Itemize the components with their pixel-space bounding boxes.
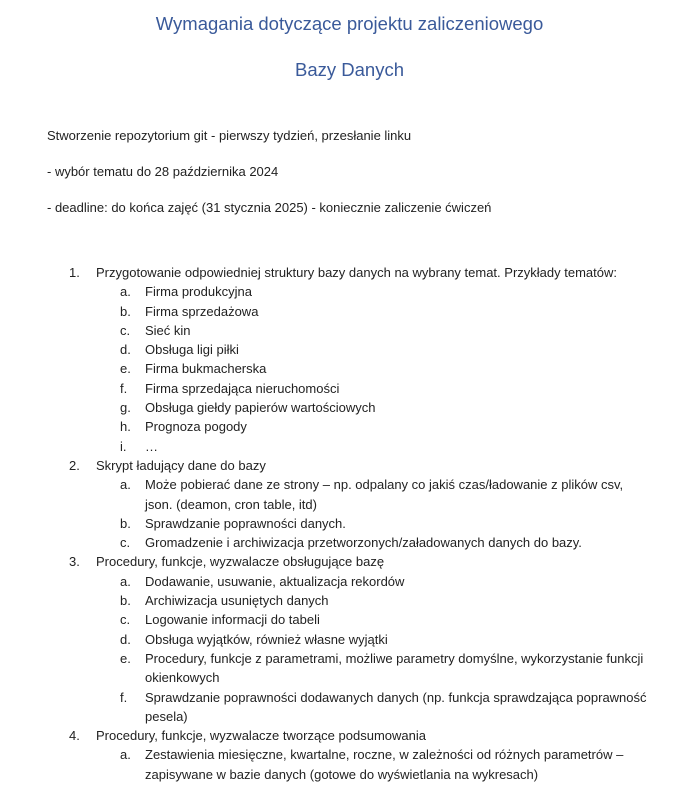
sub-item-letter: c. <box>120 322 131 338</box>
sub-item-text: Logowanie informacji do tabeli <box>145 612 320 628</box>
sub-list-item <box>0 398 699 417</box>
sub-item-text: Obsługa wyjątków, również własne wyjątki <box>145 631 388 647</box>
sub-item-text: Archiwizacja usuniętych danych <box>145 593 329 609</box>
sub-item-letter: b. <box>120 303 131 319</box>
sub-item-letter: e. <box>120 361 131 377</box>
sub-list-item <box>0 572 699 591</box>
sub-item-letter: b. <box>120 593 131 609</box>
sub-list-item <box>0 630 699 649</box>
sub-item-letter: i. <box>120 438 127 454</box>
sub-list-item <box>0 514 699 533</box>
sub-list-item <box>0 649 699 688</box>
requirements-list <box>0 263 699 784</box>
sub-list-item <box>0 282 699 301</box>
sub-item-letter: a. <box>120 477 131 493</box>
list-item-text: Procedury, funkcje, wyzwalacze obsługujące bazę <box>96 554 385 570</box>
sub-list-item <box>0 745 699 784</box>
list-item-text: Skrypt ładujący dane do bazy <box>96 457 266 473</box>
sub-item-text: … <box>145 438 158 454</box>
sub-item-letter: a. <box>120 573 131 589</box>
list-item-number: 1. <box>69 265 80 280</box>
list-item-text: Przygotowanie odpowiedniej struktury bazy danych na wybrany temat. Przykłady tematów: <box>96 265 617 280</box>
sub-item-text: Firma produkcyjna <box>145 284 252 300</box>
sub-item-letter: a. <box>120 284 131 300</box>
intro-paragraph: Stworzenie repozytorium git - pierwszy tydzień, przesłanie linku <box>47 128 412 143</box>
list-item-number: 3. <box>69 554 80 570</box>
sub-item-letter: e. <box>120 650 131 666</box>
sub-item-letter: b. <box>120 515 131 531</box>
sub-list-item <box>0 437 699 456</box>
list-item <box>0 456 699 475</box>
sub-item-text: Firma sprzedająca nieruchomości <box>145 380 340 396</box>
sub-list-item <box>0 302 699 321</box>
sub-item-letter: a. <box>120 747 131 763</box>
sub-item-text: Firma bukmacherska <box>145 361 267 377</box>
document-subtitle: Bazy Danych <box>295 59 404 80</box>
sub-item-letter: d. <box>120 631 131 647</box>
sub-item-text: Sprawdzanie poprawności danych. <box>145 515 346 531</box>
sub-item-letter: f. <box>120 689 128 705</box>
sub-item-text: Obsługa ligi piłki <box>145 342 239 358</box>
intro-paragraph: - wybór tematu do 28 października 2024 <box>47 164 279 179</box>
sub-item-text: Sprawdzanie poprawności dodawanych danych (np. funkcja sprawdzająca poprawność pesela) <box>145 689 647 724</box>
sub-item-text: Dodawanie, usuwanie, aktualizacja rekordów <box>145 573 405 589</box>
sub-list-item <box>0 321 699 340</box>
sub-list-item <box>0 533 699 552</box>
sub-item-letter: h. <box>120 419 131 435</box>
list-item <box>0 263 699 282</box>
document-title: Wymagania dotyczące projektu zaliczeniowego <box>155 13 544 34</box>
list-item-text: Procedury, funkcje, wyzwalacze tworzące podsumowania <box>96 728 426 744</box>
sub-list-item <box>0 417 699 436</box>
sub-list-item <box>0 359 699 378</box>
list-item <box>0 552 699 571</box>
sub-item-letter: g. <box>120 400 131 416</box>
sub-item-letter: f. <box>120 380 128 396</box>
sub-list-item <box>0 688 699 727</box>
sub-item-text: Procedury, funkcje z parametrami, możliwe parametry domyślne, wykorzystanie funkcji okienkowych <box>145 650 644 686</box>
sub-item-text: Prognoza pogody <box>145 419 247 435</box>
sub-item-text: Sieć kin <box>145 322 191 338</box>
sub-list-item <box>0 340 699 359</box>
sub-item-text: Firma sprzedażowa <box>145 303 259 319</box>
sub-item-letter: c. <box>120 535 131 551</box>
sub-item-letter: c. <box>120 612 131 628</box>
list-item-number: 4. <box>69 728 80 744</box>
list-item-number: 2. <box>69 457 80 473</box>
sub-item-text: Gromadzenie i archiwizacja przetworzonych/załadowanych danych do bazy. <box>145 535 582 551</box>
list-item <box>0 726 699 745</box>
sub-item-text: Obsługa giełdy papierów wartościowych <box>145 400 376 416</box>
sub-list-item <box>0 591 699 610</box>
intro-paragraph: - deadline: do końca zajęć (31 stycznia 2025) - koniecznie zaliczenie ćwiczeń <box>47 200 492 215</box>
sub-list-item <box>0 475 699 514</box>
sub-item-text: Zestawienia miesięczne, kwartalne, roczne, w zależności od różnych parametrów – zapisywane w bazie danych (gotowe do wyświetlania na wykresach) <box>145 747 624 782</box>
sub-item-text: Może pobierać dane ze strony – np. odpalany co jakiś czas/ładowanie z plików csv, json. (deamon, cron table, itd) <box>145 477 624 512</box>
sub-item-letter: d. <box>120 342 131 358</box>
sub-list-item <box>0 610 699 629</box>
sub-list-item <box>0 379 699 398</box>
